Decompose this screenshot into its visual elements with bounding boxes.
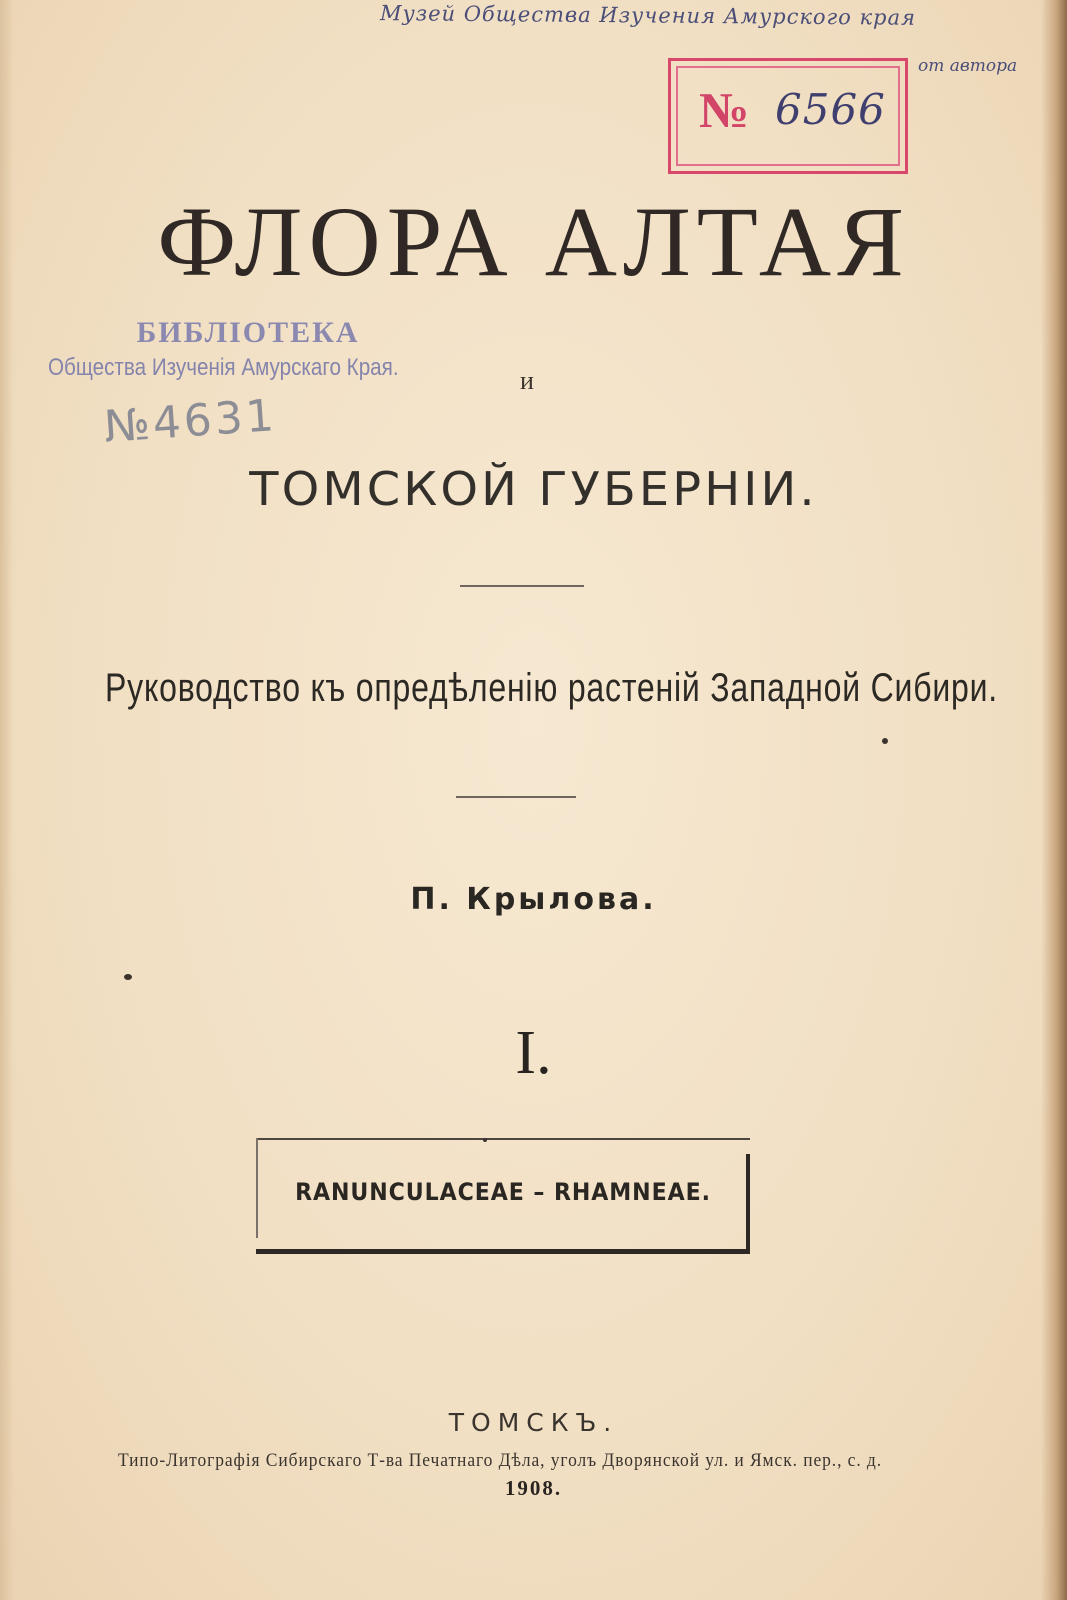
- imprint-year: 1908.: [504, 1476, 563, 1500]
- title-conjunction: и: [520, 366, 534, 395]
- frame-bottom-line: [256, 1249, 750, 1254]
- inventory-stamp: [668, 58, 908, 174]
- frame-right-line: [746, 1154, 750, 1252]
- plant-families-range: RANUNCULACEAE – RHAMNEAE.: [295, 1178, 711, 1206]
- author-name: П. Крылова.: [410, 882, 657, 917]
- book-title: ФЛОРА АЛТАЯ: [157, 186, 910, 297]
- guide-description: Руководство къ опредѣленію растеній Западной Сибири.: [105, 666, 998, 710]
- library-stamp-society: Общества Изученія Амурскаго Края.: [48, 354, 399, 381]
- book-subtitle: ТОМСКОЙ ГУБЕРНІИ.: [249, 462, 818, 516]
- imprint-city: ТОМСКЪ.: [448, 1408, 619, 1437]
- handwritten-museum-inscription: Музей Общества Изучения Амурского края: [379, 1, 917, 30]
- imprint-printer: Типо-Литографія Сибирскаго Т-ва Печатнаго Дѣла, уголъ Дворянской ул. и Ямск. пер., с. д.: [117, 1450, 883, 1471]
- stamp-number-sign: №: [699, 82, 750, 138]
- library-stamp-title: БИБЛІОТЕКА: [136, 316, 360, 349]
- ink-speck: [882, 738, 888, 744]
- frame-top-line: [256, 1138, 750, 1140]
- stamp-inventory-number: 6566: [775, 85, 886, 134]
- handwritten-from-author: от автора: [918, 56, 1018, 76]
- families-frame: [256, 1138, 750, 1254]
- frame-left-line: [256, 1138, 258, 1238]
- library-handwritten-number: №4631: [102, 390, 279, 453]
- volume-number: I.: [515, 1019, 552, 1087]
- ink-speck: [124, 974, 132, 980]
- ink-speck: [483, 1138, 487, 1142]
- divider-rule: [456, 796, 576, 798]
- divider-rule: [460, 585, 584, 587]
- library-stamp: [48, 316, 428, 382]
